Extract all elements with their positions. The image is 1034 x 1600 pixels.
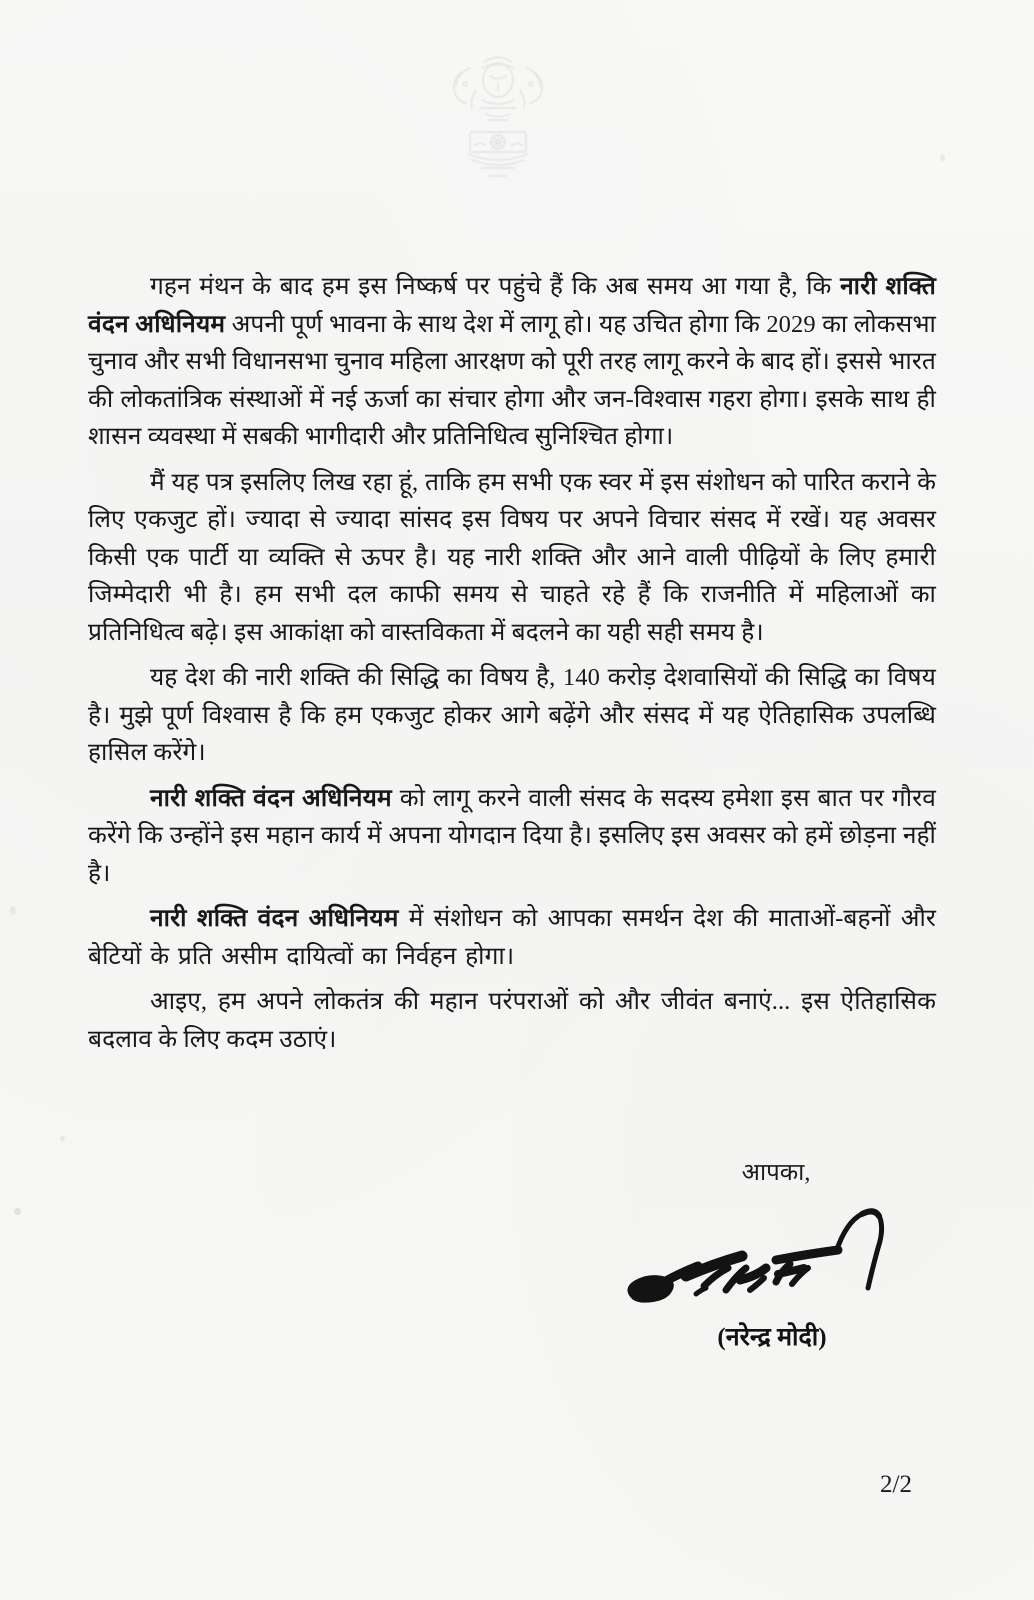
paragraph-5-run-2: में संशोधन को आपका समर्थन देश की माताओं-बहनों और बेटियों के प्रति असीम दायित्वों का निर्वहन होगा। [88, 905, 937, 970]
paragraph-3 [88, 659, 936, 772]
paragraph-6 [88, 983, 936, 1058]
act-name-bold: नारी शक्ति वंदन अधिनियम [150, 905, 399, 932]
paragraph-3-run-1: यह देश की नारी शक्ति की सिद्धि का विषय है, 140 करोड़ देशवासियों की सिद्धि का विषय है। मुझे पूर्ण विश्वास है कि हम एकजुट होकर आगे बढ़ेंगे और संसद में यह ऐतिहासिक उपलब्धि हासिल करेंगे। [88, 664, 936, 766]
page-number: 2/2 [880, 1471, 912, 1498]
paragraph-6-run-1: आइए, हम अपने लोकतंत्र की महान परंपराओं को और जीवंत बनाएं... इस ऐतिहासिक बदलाव के लिए कदम उठाएं। [88, 988, 936, 1053]
paragraph-5 [88, 900, 936, 975]
paragraph-4 [88, 780, 936, 893]
paragraph-1-run-1: गहन मंथन के बाद हम इस निष्कर्ष पर पहुंचे हैं कि अब समय आ गया है, कि [150, 273, 841, 300]
letter-body [88, 268, 936, 1058]
signatory-name: (नरेन्द्र मोदी) [717, 1324, 827, 1351]
signature-narendra-modi [600, 1194, 940, 1322]
closing-block [600, 1158, 940, 1354]
act-name-bold: नारी शक्ति वंदन अधिनियम [88, 273, 936, 338]
paragraph-4-run-2: को लागू करने वाली संसद के सदस्य हमेशा इस बात पर गौरव करेंगे कि उन्होंने इस महान कार्य में अपना योगदान दिया है। इसलिए इस अवसर को हमें छोड़ना नहीं है। [88, 784, 936, 887]
scan-speck [940, 154, 945, 161]
paragraph-1-run-3: अपनी पूर्ण भावना के साथ देश में लागू हो। यह उचित होगा कि 2029 का लोकसभा चुनाव और सभी विधानसभा चुनाव महिला आरक्षण को पूरी तरह लागू करने के बाद हों। इससे भारत की लोकतांत्रिक संस्थाओं में नई ऊर्जा का संचार होगा और जन-विश्वास गहरा होगा। इसके साथ ही शासन व्यवस्था में सबकी भागीदारी और प्रतिनिधित्व सुनिश्चित होगा। [88, 310, 936, 450]
closing-salutation: आपका, [741, 1160, 811, 1186]
paragraph-1 [88, 268, 936, 456]
paragraph-2-run-1: मैं यह पत्र इसलिए लिख रहा हूं, ताकि हम सभी एक स्वर में इस संशोधन को पारित कराने के लिए एकजुट हों। ज्यादा से ज्यादा सांसद इस विषय पर अपने विचार संसद में रखें। यह अवसर किसी एक पार्टी या व्यक्ति से ऊपर है। यह नारी शक्ति और आने वाली पीढ़ियों के लिए हमारी जिम्मेदारी भी है। हम सभी दल काफी समय से चाहते रहे हैं कि राजनीति में महिलाओं का प्रतिनिधित्व बढ़े। इस आकांक्षा को वास्तविकता में बदलने का यही सही समय है। [88, 468, 936, 646]
scan-speck [14, 1208, 21, 1215]
act-name-bold: नारी शक्ति वंदन अधिनियम [150, 784, 392, 812]
scan-speck [60, 1136, 65, 1141]
scan-speck [10, 906, 16, 915]
paragraph-2 [88, 464, 936, 652]
ashoka-lion-capital-emblem-icon [432, 28, 564, 196]
